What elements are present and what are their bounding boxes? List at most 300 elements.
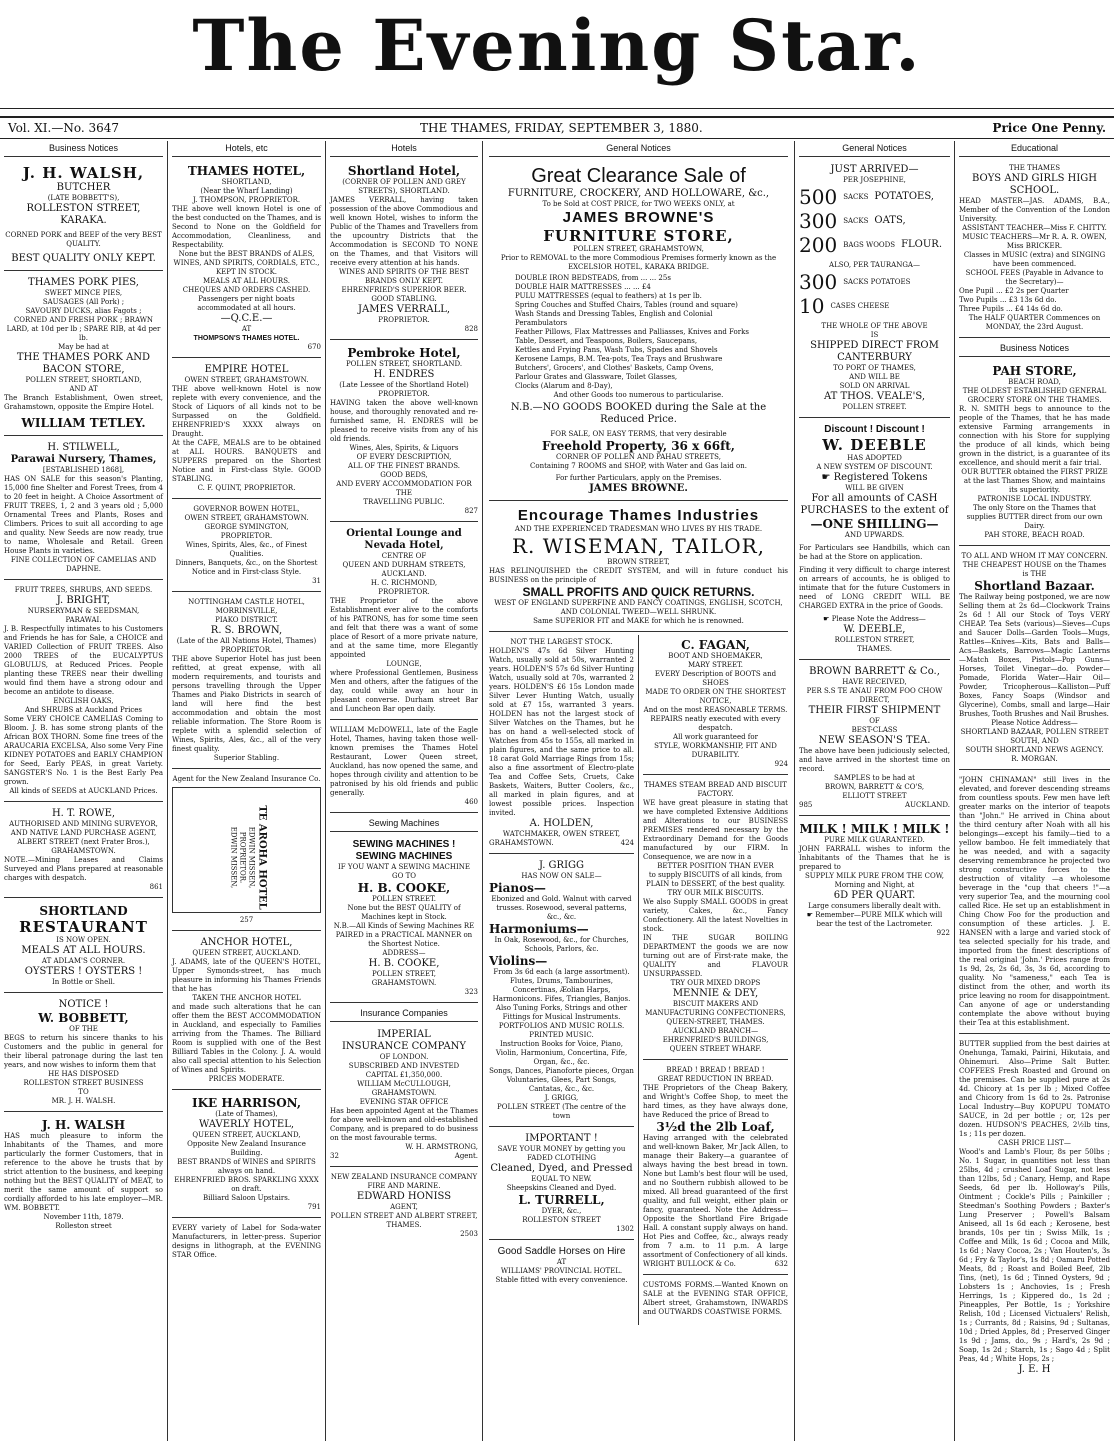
ad-walsh-butcher [4, 161, 163, 271]
ad-shortland-restaurant [4, 901, 163, 993]
ad-body: We also Supply SMALL GOODS in great variety, Cakes, &c., Fancy Confectionery. All the latest Novelties in stock. [643, 898, 788, 933]
ad-line: Cleaned, Dyed, and Pressed [490, 1163, 633, 1174]
ad-line: Freehold Property, 36 x 66ft, [542, 439, 735, 453]
produce-row [799, 294, 950, 318]
ad-line: TO [78, 1088, 89, 1096]
ad-title: IMPORTANT ! [525, 1133, 598, 1144]
ad-ike-harrison [172, 1093, 321, 1218]
ad-line: PRICES MODERATE. [208, 1075, 285, 1083]
ad-line: AGENT, [390, 1203, 418, 1211]
section-header: Business Notices [959, 341, 1110, 357]
volume-number: Vol. XI.—No. 3647 [8, 121, 120, 135]
ad-shortland-bazaar [959, 549, 1110, 770]
ad-line: TRY OUR MILK BISCUITS. [667, 889, 764, 897]
ad-line: HAVE RECEIVED, [842, 678, 907, 686]
ad-title: H. T. ROWE, [51, 808, 116, 819]
item: FLOUR. [901, 239, 943, 250]
ad-line: WINES AND SPIRITS OF THE BEST BRANDS ONLY KEPT. [339, 268, 469, 285]
ad-line: L. TURRELL, [518, 1193, 605, 1207]
ad-title: RESTAURANT [19, 918, 148, 936]
ad-title: BROWN BARRETT & Co., [809, 666, 940, 677]
ad-line: Wines, Ales, Spirits, & Liquors [349, 444, 459, 452]
ad-line: HAS ADOPTED [847, 454, 902, 462]
ad-john-chinaman-tea [959, 773, 1110, 1034]
list-item: Kerosene Lamps, B.M. Tea-pots, Tea Trays and Brushware [515, 355, 723, 363]
ad-title: TO ALL AND WHOM IT MAY CONCERN. [961, 552, 1108, 560]
list-item: Butchers', Grocers', and Clothes' Baskets, Camp Ovens, [515, 364, 714, 372]
ad-line: —ONE SHILLING— [810, 517, 939, 531]
ad-line: MEALS AT ALL HOURS. [203, 277, 290, 285]
ad-nottingham-castle-hotel [172, 595, 321, 769]
quantity: 500 [799, 185, 838, 209]
ad-line: N.B.—All Kinds of Sewing Machines RE PAIRED in a PRACTICAL MANNER on the Shortest Notice. [333, 922, 475, 948]
ad-thames-hotel [172, 161, 321, 358]
ad-line: SOUTH SHORTLAND NEWS AGENCY. [965, 746, 1104, 754]
ad-line: GO TO [392, 872, 416, 880]
ad-line: Songs, Dances, Pianoforte pieces, Organ Voluntaries, Glees, Part Songs, Cantatas, &c., &c. [489, 1067, 634, 1093]
ad-body: BUTTER supplied from the best dairies at Onehunga, Tamaki, Pairini, Hikutaia, and Ohinemuri. Also—Prime Salt Butter. COFFEES Fresh Roasted and Ground on the premises. Can be supplied pure at 2s 4d. Chicory at 1s per lb ; Mixed Coffee and Chicory from 1s 6d to 2s. Patronise Local Industry—Buy KOPUPU TOMATO SAUCE, in 2d per bottle ; or, 12s per dozen. HUDSON'S PEACHES, 2½lb tins, 1s ; 11s per dozen. [959, 1040, 1110, 1138]
ad-line: R. MORGAN. [1011, 755, 1058, 763]
ad-line: H. B. COOKE, [368, 958, 440, 969]
column-general-notices-wide [483, 141, 795, 1441]
produce-row [799, 233, 950, 257]
ad-line: LOUNGE, [386, 660, 422, 668]
ad-line: WAVERLY HOTEL, [198, 1119, 295, 1130]
ad-line: SHORTLAND, [221, 178, 272, 186]
ad-line: Violins— [489, 954, 548, 968]
section-header: Business Notices [4, 141, 163, 157]
ad-line: BACON STORE, [42, 364, 125, 375]
ad-line: H. ENDRES [373, 369, 435, 380]
ad-body: The Railway being postponed, we are now Selling them at 2s 6d—Clockwork Trains 2s 6d ! All our Stock of Toys VERY CHEAP. Tea Sets (various)—Sieves—Cups and Saucer Dolls—Garden Tools—Mugs, Rattles—Knives—Kits, Bats and Balls—Acs—Baskets, Barrows—Magic Lanterns—Match Boxes, Pistols—Pop Guns—Horses, Toilet Vinegar—do. Powder—Pomade, Florida Water—Hair Oil—Powder, Tricopherous—Kalliston—Puff Boxes, Fancy Soaps (Windsor and Glycerine), Combs, small and large—Hair Brushes, Tooth Brushes and Nail Brushes. [959, 593, 1110, 718]
ad-line: CORNER OF POLLEN AND PAHAU STREETS, [556, 453, 721, 461]
ad-title: Discount ! Discount ! [824, 424, 925, 435]
ad-body: HAVING taken the above well-known house, and thoroughly renovated and re-furnished same, H. ENDRES will be pleased to receive visits from any of his old friends. [330, 399, 478, 443]
ad-line: WILL BE GIVEN [845, 484, 904, 492]
ad-body: WE have great pleasure in stating that we have completed Extensive Additions and Alterations to our BUSINESS PREMISES rendered necessary by the Extraordinary Demand for the Goods manufactured by our FIRM. In Consequence, we are now in a [643, 799, 788, 861]
ad-line: BUTCHER [56, 182, 111, 193]
ad-line: EHRENFRIED BROS. SPARKLING XXXX on draft. [174, 1176, 319, 1193]
ad-line: W. DEEBLE, [843, 624, 906, 635]
ad-line: SUBSCRIBED AND INVESTED [348, 1062, 460, 1070]
pointing-hand-icon: ☛ [806, 911, 813, 919]
ad-line: CASH PRICE LIST— [998, 1139, 1071, 1147]
ad-line: GREAT REDUCTION IN BREAD. [657, 1075, 774, 1083]
ad-line: AT [556, 1258, 567, 1266]
ad-line: FINE COLLECTION OF CAMELIAS AND DAPHNE. [10, 556, 157, 573]
ad-number: 861 [149, 883, 163, 891]
ad-line: H. B. COOKE, [357, 881, 451, 895]
ad-body: CUSTOMS FORMS.—Wanted Known on SALE at the EVENING STAR OFFICE, Albert street, Grahamstown, INWARDS and OUTWARDS COASTWISE FORMS. [643, 1281, 788, 1316]
ad-line: SHIPPED DIRECT FROM [810, 340, 939, 351]
ad-body: JOHN FARRALL wishes to inform the Inhabitants of the Thames that he is prepared to [799, 845, 950, 871]
ad-title: GOVERNOR BOWEN HOTEL, [193, 505, 300, 513]
ad-line: EDWIN MISSEN, PROPRIETOR. [238, 826, 256, 889]
ad-line: The Branch Establishment, Owen street, Grahamstown, opposite the Empire Hotel. [4, 394, 163, 411]
ad-line: GRAHAMSTOWN. [371, 979, 437, 987]
list-item: Three Pupils ... £4 14s 6d do. [959, 305, 1063, 313]
ad-body: Finding it very difficult to charge interest on arrears of accounts, he is obliged to intimate that for the future Customers in need of LONG CREDIT WILL BE CHARGED EXTRA in the price of Goods. [799, 566, 950, 610]
ad-line: PER S.S TE ANAU FROM FOO CHOW DIRECT, [806, 687, 943, 704]
ad-line: MARY STREET. [688, 661, 743, 669]
ad-line: Instruction Books for Voice, Piano, Violin, Harmonium, Concertina, Fife, Organ, &c., &c. [495, 1040, 628, 1066]
ad-title: Shortland Hotel, [347, 164, 461, 178]
ad-line: QUEEN STREET, AUCKLAND, [192, 1131, 301, 1139]
ad-line: CAPITAL £1,350,000. [365, 1071, 443, 1079]
ad-line: IF YOU WANT A SEWING MACHINE [337, 863, 471, 871]
ad-line: MADE TO ORDER ON THE SHORTEST NOTICE, [645, 688, 786, 705]
section-header: General Notices [799, 141, 950, 157]
ad-line: Rolleston street [55, 1222, 112, 1230]
section-header: Educational [959, 141, 1110, 157]
ad-line: WILLIAM McCULLOUGH, [357, 1080, 451, 1088]
ad-line: FIRE AND MARINE. [367, 1182, 441, 1190]
ad-line: Parawai Nursery, Thames, [10, 454, 157, 465]
ad-number: 924 [774, 760, 788, 768]
ad-line: All work guaranteed for [673, 733, 758, 741]
ad-line: The only Store on the Thames that supplies BUTTER direct from our own Dairy. [966, 504, 1103, 530]
ad-number: 827 [464, 507, 478, 515]
ad-line: H. C. RICHMOND, [370, 579, 438, 587]
ad-line: PRINTED MUSIC. [529, 1031, 594, 1039]
ad-line: GEORGE SYMINGTON, [204, 523, 289, 531]
ad-line: Ebonized and Gold. Walnut with carved trusses. Rosewood, several patterns, &c., &c. [491, 895, 632, 921]
ad-footer-row [799, 801, 950, 810]
ad-number: 2503 [460, 1230, 478, 1238]
list-item: Two Pupils ... £3 13s 6d do. [959, 296, 1057, 304]
ad-turrell-dyer [489, 1130, 634, 1240]
ad-line: THE CHEAPEST HOUSE on the Thames is THE [962, 561, 1107, 578]
unit: BAGS WOODS [843, 240, 896, 249]
ad-number: 828 [464, 325, 478, 333]
ad-deeble-discount [799, 421, 950, 660]
ad-title: W. BOBBETT, [38, 1011, 129, 1025]
ad-body: The above have been judiciously selected, and have arrived in the shortest time on record. [799, 747, 950, 773]
ad-title: J. GRIGG [538, 860, 585, 871]
ad-line: The HALF QUARTER Commences on MONDAY, the 23rd August. [968, 314, 1101, 331]
quantity: 200 [799, 233, 838, 257]
unit: SACKS [843, 216, 869, 225]
ad-line: BEST BRANDS of WINES and SPIRITS always on hand. [177, 1158, 316, 1175]
ad-imperial-insurance [330, 1026, 478, 1167]
subcolumns [489, 635, 788, 1325]
ad-line: AT ADLAM'S CORNER. [41, 957, 126, 965]
ad-line: Containing 7 ROOMS and SHOP, with Water and Gas laid on. [530, 462, 747, 470]
ad-line: PROPRIETOR. [220, 532, 273, 540]
ad-line: None but the BEST BRANDS of ALES, WINES, AND SPIRITS, CORDIALS, ETC., KEPT IN STOCK. [173, 250, 320, 276]
ad-owner: C. F. QUINT, PROPRIETOR. [197, 484, 296, 492]
unit: SACKS POTATOES [843, 277, 911, 286]
ad-line: EVERY Description of BOOTS and SHOES [654, 670, 777, 687]
ad-line: 3½d the 2lb Loaf, [656, 1120, 775, 1134]
ad-line: TO PORT OF THAMES, [833, 364, 916, 372]
ad-line: For all amounts of CASH PURCHASES to the extent of [800, 493, 949, 516]
ad-line: PIAKO DISTRICT. [215, 616, 278, 624]
ad-line: SAVOURY DUCKS, alias Fagots ; [25, 307, 142, 315]
produce-row [799, 209, 950, 233]
produce-row [799, 270, 950, 294]
ad-line: HE HAS DISPOSED [48, 1070, 119, 1078]
ad-number: 32 [330, 1152, 339, 1160]
ad-body: BEGS to return his sincere thanks to his Customers and the public in general for their liberal patronage during the last ten years, and now wishes to inform them that [4, 1034, 163, 1069]
ad-line: PER JOSEPHINE, [843, 176, 906, 184]
ad-body: THE Proprietors of the Cheap Bakery, and Wright's Coffee Shop, to meet the hard times, as they have always done, have Reduced the price of Bread to [643, 1084, 788, 1119]
column-hotels [326, 141, 483, 1441]
ad-line: WEST OF ENGLAND SUPERFINE AND FANCY COATINGS, ENGLISH, SCOTCH, AND COLONIAL TWEED—WELL SHRUNK. [494, 599, 783, 616]
ad-title: INSURANCE COMPANY [341, 1041, 467, 1052]
ad-line: To be Sold at COST PRICE, for TWO WEEKS ONLY, at [542, 200, 735, 208]
ad-grigg-music [489, 857, 634, 1127]
ad-line: AND EVERY ACCOMMODATION FOR THE [336, 480, 472, 497]
item: POTATOES, [874, 191, 934, 202]
ad-line: Superior Stabling. [213, 754, 280, 762]
ad-line: R. S. BROWN, [210, 625, 283, 636]
ad-mcdowell [330, 723, 478, 813]
ad-body: THE Proprietor of the above Establishment ever alive to the comforts of his PATRONS, has for some time seen and felt that there was a want of some place of Resort of a more private nature, and at the same time, more Elegantly appointed [330, 597, 478, 659]
ad-line: POLLEN STREET, GRAHAMSTOWN, [573, 245, 704, 253]
ad-line: ROLLESTON STREET [522, 1216, 601, 1224]
list-item: DOUBLE IRON BEDSTEADS, from ... ... 25s [515, 274, 671, 282]
ad-line: GOOD BEDS, [380, 471, 428, 479]
ad-title: THAMES PORK PIES, [28, 277, 139, 288]
ad-body: Some VERY CHOICE CAMELIAS Coming to Bloom. J. B. has some strong plants of the African BOX THORN. Some fine trees of the ARAUCARIA EXCELSA, Also some Very Fine KIDNEY POTATOES and EARLY CHAMPION for Seed, Early PEAS, in great Variety. SANGSTER'S No. 1 is the Best Early Pea grown. [4, 715, 163, 786]
ad-line: PROPRIETOR. [378, 588, 430, 596]
ad-line: BEST-CLASS [851, 726, 898, 734]
ad-fagan-bootmaker [643, 635, 788, 775]
tokens-line [799, 472, 950, 484]
ad-body: R. N. SMITH begs to announce to the people of the Thames, that he has made extensive Farming arrangements in connection with his Store for supplying the produce of all kinds, which being grown in the district, is a guarantee of its excellence, and should merit a fair trial. [959, 405, 1110, 467]
rotated-ad-text [229, 803, 268, 913]
ad-line: Please Note the Address— [831, 615, 926, 623]
ad-line: QUEEN STREET WHARF. [669, 1045, 762, 1053]
ad-pembroke-hotel [330, 343, 478, 522]
ad-te-aroha-hotel [172, 772, 321, 931]
ad-body: Wood's and Lamb's Flour, 8s per 50lbs ; No. 1 Sugar, in quantities not less than 25lbs, 4d ; crushed Loaf Sugar, not less than 12lbs, 5d ; Canary, Hemp, and Rape Seeds, 6d per lb. Holloway's Pills, Ointment ; Cockle's Pills ; Painkiller ; Steedman's Soothing Powders ; Baxter's Lung Preserver ; Powell's Balsam Aniseed, all 1s 6d each ; Kerosene, best brands, 10s per tin ; Swiss Milk, 1s ; Coffee and Milk, 1s 6d ; Cocoa and Milk, 1s 6d ; Navy Cocoa, 2s ; Van Houten's, 3s 6d ; Fry & Taylor's, 1s 8d ; Oamaru Potted Meats, 8d ; Roast and Boiled Beef, 2lb Tins, (net), 1s 6d ; Tinned Oysters, 9d ; Lobsters 1s ; Anchovies, 1s ; Fresh Herrings, 1s ; Kippered do., 1s 2d ; Pineapples, Per Bottle, 1s ; Yorkshire Relish, 10d ; Licensed Victualers' Relish, 1s ; Currants, 8d ; Raisins, 9d ; Sultanas, 10d ; Dried Apples, 8d ; Preserved Ginger 1s 9d ; Jams, do., 9s ; Hard's, 2s 9d ; Soap, 1s 2d ; Starch, 1s ; Sago 4d ; Split Peas, 4d ; White Hops, 2s ; [959, 1148, 1110, 1363]
ad-shortland-hotel [330, 161, 478, 340]
list-item: Spring Couches and Stuffed Chairs, Tables (round and square) [515, 301, 738, 309]
ad-footer-row [643, 1260, 788, 1269]
ad-title: NEW ZEALAND INSURANCE COMPANY [330, 1173, 478, 1181]
ad-line: BEST QUALITY ONLY KEPT. [11, 253, 156, 264]
ad-body: J. ADAMS, late of the QUEEN'S HOTEL, Upper Symonds-street, has much pleasure in informing his Thames Friends that he has [172, 958, 321, 993]
ad-line: REPAIRS neatly executed with every despatch. [650, 715, 781, 732]
ad-title: IMPERIAL [377, 1029, 431, 1040]
ad-line: R. WISEMAN, TAILOR, [511, 534, 766, 558]
ad-line: ELLIOTT STREET [842, 792, 907, 800]
ad-line: [ESTABLISHED 1868], [42, 466, 125, 474]
ad-line: (Late of the All Nations Hotel, Thames) [176, 637, 317, 645]
ad-title: THAMES HOTEL, [187, 164, 306, 178]
ad-title: BREAD ! BREAD ! BREAD ! [666, 1066, 765, 1074]
ad-high-school [959, 161, 1110, 338]
column-educational [955, 141, 1114, 1441]
ad-title: SEWING MACHINES [355, 851, 453, 862]
ad-body: THE above well-known Hotel is now replete with every convenience, and the Stock of Liquors of all kinds not to be Surpassed on the Goldfield. EHRENFRIED'S XXXX always on Draught. [172, 385, 321, 438]
ad-line: THAMES. [857, 645, 892, 653]
list-item: Parlour Grates and Glassware, Toilet Glasses, [515, 373, 678, 381]
ad-body: At the CAFE, MEALS are to be obtained at ALL HOURS. BANQUETS and SUPPERS prepared on the Shortest Notice and in First-class Style. GOOD STABLING. [172, 439, 321, 483]
ad-line: CORNED AND FRESH PORK ; BRAWN [13, 316, 154, 324]
ad-line: AUCKLAND BRANCH— [672, 1027, 759, 1035]
ad-number: 1302 [616, 1225, 634, 1233]
ad-line: QUEEN STREET, AUCKLAND. [192, 949, 301, 957]
quantity: 10 [799, 294, 825, 318]
ad-line: A. HOLDEN, [529, 818, 594, 829]
ad-number: 985 [799, 801, 813, 809]
ad-line: EQUAL TO NEW. [531, 1175, 592, 1183]
ad-body: IN THE SUGAR BOILING DEPARTMENT the goods we are now turning out are of First-rate make, the QUALITY and FLAVOUR UNSURPASSED. [643, 934, 788, 978]
ad-line: QUEEN-STREET, THAMES. [666, 1018, 765, 1026]
ad-line: SOLD ON ARRIVAL [839, 382, 910, 390]
ad-line: TE AROHA HOTEL [256, 805, 268, 910]
ad-line: WRIGHT BULLOCK & Co. [643, 1260, 736, 1268]
ad-footer-row [330, 1152, 478, 1161]
ad-title: J. H. WALSH, [22, 164, 145, 182]
ad-body: Having arranged with the celebrated and well-known Baker, Mr Jack Allen, to manage their Bakery—a guarantee of always having the best bread in town. None but Lamb's best flour will be used, and no Southern rubbish allowed to be mixed. All bread guaranteed of the first quality, and full weight, either plain or fancy, guaranteed. Note the Address—Opposite the Shortland Fire Brigade Hall. A constant supply always on hand. Hot Pies and Coffee, &c., always ready from 7 a.m. to 11 p.m. A large assortment of Confectionery of all kinds. [643, 1134, 788, 1259]
ad-line: SAMPLES to be had at [834, 774, 915, 782]
ad-line: BROWN, BARRETT & CO'S, [824, 783, 925, 791]
ad-pure-milk [799, 819, 950, 943]
ad-line: OF [869, 717, 880, 725]
section-header: General Notices [489, 141, 788, 157]
unit: SACKS [843, 192, 869, 201]
produce-row [799, 185, 950, 209]
ad-holden-watchmaker [489, 635, 634, 854]
ad-line: Registered Tokens [833, 472, 928, 483]
ad-line: PAH STORE, BEACH ROAD. [984, 531, 1085, 539]
ad-line: STYLE, WORKMANSHIP, FIT AND DURABILITY. [654, 742, 777, 759]
ad-line: NOTICE ! [58, 999, 109, 1010]
reminder-line [799, 911, 950, 929]
ad-line: 6D PER QUART. [833, 890, 916, 901]
pointing-hand-icon: ☛ [823, 615, 830, 623]
ad-governor-bowen-hotel [172, 502, 321, 592]
ad-line: CENTRE OF [381, 552, 427, 560]
ad-body: HAS RELINQUISHED the CREDIT SYSTEM, and will in future conduct his BUSINESS on the principle of [489, 567, 788, 584]
ad-line: (Near the Wharf Landing) [200, 187, 293, 195]
ad-empire-hotel [172, 361, 321, 499]
ad-line: ALL OF THE FINEST BRANDS. [347, 462, 461, 470]
ad-line: SCHOOL FEES (Payable in Advance to the Secretary)— [965, 269, 1104, 286]
ad-line: Morning and Night, at [834, 881, 915, 889]
ad-line: DYER, &c., [541, 1207, 582, 1215]
ad-line: MEALS AT ALL HOURS. [21, 945, 146, 956]
ad-anchor-hotel [172, 934, 321, 1090]
ad-line: W. H. ARMSTRONG, [405, 1143, 478, 1151]
ad-body: "JOHN CHINAMAN" still lives in the elevated, and forever descending streams from countless spouts. Few men have left greater marks on the interior of teapots than "John." He arrived in China about the third century after Noah with all his belongings—except his family—tied to a yellow bamboo. He felt immediately that he was needed, and with a sagacity deserving remembrance he projected two strong constructive forces to the destruction of vitality —a wholesome beverage in the "cup that cheers !"—a very superior Tea, and the mourning cool called Rice. He set up an establishment in Ching Chow Foo for the production and consumption of these articles. J. E. HANSEN with a large and varied stock of tea selected specially for his trade, and imported from the finest descriptions of the real original 'John.' Prices range from 1s 9d, 2s, 2s 6d, 3s, 3s 6d, according to quality. No "sameness," each Tea is distinct from the other, and worth its price leaving no room for disappointment. Can anyone of age or understanding contemplate the above without buying their Tea at this establishment. [959, 776, 1110, 1027]
ad-line: HAS NOW ON SALE— [521, 872, 602, 880]
ad-line: May be had at [58, 343, 109, 351]
column-business-notices [0, 141, 168, 1441]
ad-veale-produce [799, 161, 950, 418]
ad-body: WILLIAM McDOWELL, late of the Eagle Hotel, Thames, having taken those well-known premises the Thames Hotel Restaurant, Lower Queen street, Auckland, has now opened the same, and hopes through civility and attention to be patronised by his old friends and public generally. [330, 726, 478, 797]
ad-line: AND UPWARDS. [844, 531, 905, 539]
ad-body: and made such alterations that he can offer them the BEST ACCOMMODATION in Auckland, and especially to Families arriving from the Thames. The Billiard Room is supplied with one of the Best Billiard Tables in the Colony. J. A. would also call special attention to his Selection of Wines and Spirits. [172, 1003, 321, 1074]
ad-line: THE THAMES PORK AND [16, 352, 151, 363]
ad-line: FOR SALE, ON EASY TERMS, that very desirable [550, 430, 727, 438]
masthead-rule [0, 108, 1114, 109]
ad-number: 791 [307, 1203, 321, 1211]
ad-line: TRY OUR MIXED DROPS [670, 979, 761, 987]
item: OATS, [874, 215, 906, 226]
ad-line: W. DEEBLE [822, 436, 927, 454]
ad-line: OUR BUTTER obtained the FIRST PRIZE at the last Thames Show, and maintains its superiority. [961, 468, 1108, 494]
ad-line: A NEW SYSTEM OF DISCOUNT. [816, 463, 933, 471]
ad-walsh-notice [4, 1115, 163, 1236]
ad-line: Agent. [454, 1152, 478, 1160]
ad-line: OF THE [69, 1025, 98, 1033]
ad-line: (CORNER OF POLLEN AND GREY STREETS), SHORTLAND. [342, 178, 466, 195]
ad-line: PATRONISE LOCAL INDUSTRY. [977, 495, 1092, 503]
ad-line: ROLLESTON STREET, KARAKA. [26, 203, 141, 226]
ad-title: H. STILWELL, [47, 442, 120, 453]
ad-line: ALSO, PER TAURANGA— [829, 261, 920, 269]
ad-line: Pianos— [489, 881, 546, 895]
section-header: Sewing Machines [330, 816, 478, 832]
ad-line: SWEET MINCE PIES, [44, 289, 123, 297]
list-item: Kettles and Frying Pans, Wash Tubs, Spades and Shovels [515, 346, 718, 354]
ad-line: AUTHORISED AND MINING SURVEYOR, AND NATIVE LAND PURCHASE AGENT, [9, 820, 158, 837]
ad-line: EHRENFRIED'S BUILDINGS, [662, 1036, 769, 1044]
ad-rowe-surveyor [4, 805, 163, 898]
ad-body: NOTE.—Mining Leases and Claims Surveyed and Plans prepared at reasonable charges with despatch. [4, 856, 163, 882]
ad-line: Sheepskins Cleaned and Dyed. [506, 1184, 617, 1192]
ad-line: GOOD STABLING. [371, 295, 437, 303]
ad-line: BETTER POSITION THAN EVER [657, 862, 774, 870]
ad-owner: JAMES BROWNE. [589, 483, 688, 494]
ad-line: PORTFOLIOS AND MUSIC ROLLS. [498, 1022, 625, 1030]
ad-line: POLLEN STREET AND ALBERT STREET, THAMES. [330, 1212, 478, 1229]
ad-line: FURNITURE STORE, [543, 227, 734, 245]
ad-line: In Oak, Rosewood, &c., for Churches, Schools, Parlors, &c. [494, 936, 629, 953]
ad-line: (Late of Thames), [215, 1110, 278, 1118]
ad-line: ROLLESTON STREET, [834, 636, 915, 644]
ad-line: J. E. H [1018, 1364, 1051, 1375]
ad-bobbett-notice [4, 996, 163, 1112]
column-general-notices [795, 141, 955, 1441]
ad-wiseman-tailor [489, 504, 788, 632]
ad-line: AND WILL BE [849, 373, 900, 381]
ad-number: 460 [464, 798, 478, 806]
ad-oriental-lounge [330, 525, 478, 720]
ad-title: NOTTINGHAM CASTLE HOTEL, [188, 598, 305, 606]
ad-title: Encourage Thames Industries [517, 507, 760, 524]
ad-line: OF LONDON. [379, 1053, 429, 1061]
ad-title: THE THAMES [1008, 164, 1060, 172]
ad-line: POLLEN STREET. [371, 895, 437, 903]
list-item: Table, Dessert, and Teaspoons, Boilers, Saucepans, [515, 337, 698, 345]
ad-line: —Q.C.E.— [220, 313, 273, 324]
ad-line: (Late Lessee of the Shortland Hotel) PROPRIETOR. [339, 381, 469, 398]
ad-line: to supply BISCUITS of all kinds, from PLAIN to DESSERT, of the best quality. [646, 871, 785, 888]
ad-title: Pembroke Hotel, [347, 346, 461, 360]
ad-line: AND THE EXPERIENCED TRADESMAN WHO LIVES BY HIS TRADE. [514, 525, 763, 533]
ad-line: From 3s 6d each (a large assortment). Flutes, Drums, Tambourines, Concertinas, Æolian Harps, Harmonicons. Fifes, Triangles, Banjos. Also Tuning Forks, Strings and other Fittings for Musical Instruments. [492, 968, 631, 1021]
ad-line: J. THOMPSON, PROPRIETOR. [192, 196, 301, 204]
ad-body: where Professional Gentlemen, Business Men and others, after the fatigues of the day, could while away an hour in pleasant converse. Durham street Bar and Luncheon Bar open daily. [330, 669, 478, 713]
ad-title: Good Saddle Horses on Hire [497, 1246, 626, 1257]
list-item: Clocks (Alarum and 8-Day), [515, 382, 613, 390]
ad-line: THEIR FIRST SHIPMENT [808, 705, 941, 716]
ad-line: J. GRIGG, [544, 1094, 579, 1102]
ad-line: And on the most REASONABLE TERMS. [643, 706, 788, 714]
ad-line: SUPPLY MILK PURE FROM THE COW, [805, 872, 944, 880]
ad-line: AND AT [69, 385, 98, 393]
ad-line: WILLIAMS' PROVINCIAL HOTEL. [500, 1267, 623, 1275]
ad-line: OWEN STREET, GRAHAMSTOWN. [184, 376, 309, 384]
ad-line: PARAWAI. [65, 616, 102, 624]
ad-line: LARD, at 10d per lb ; SPARE RIB, at 4d per lb. [6, 325, 161, 342]
